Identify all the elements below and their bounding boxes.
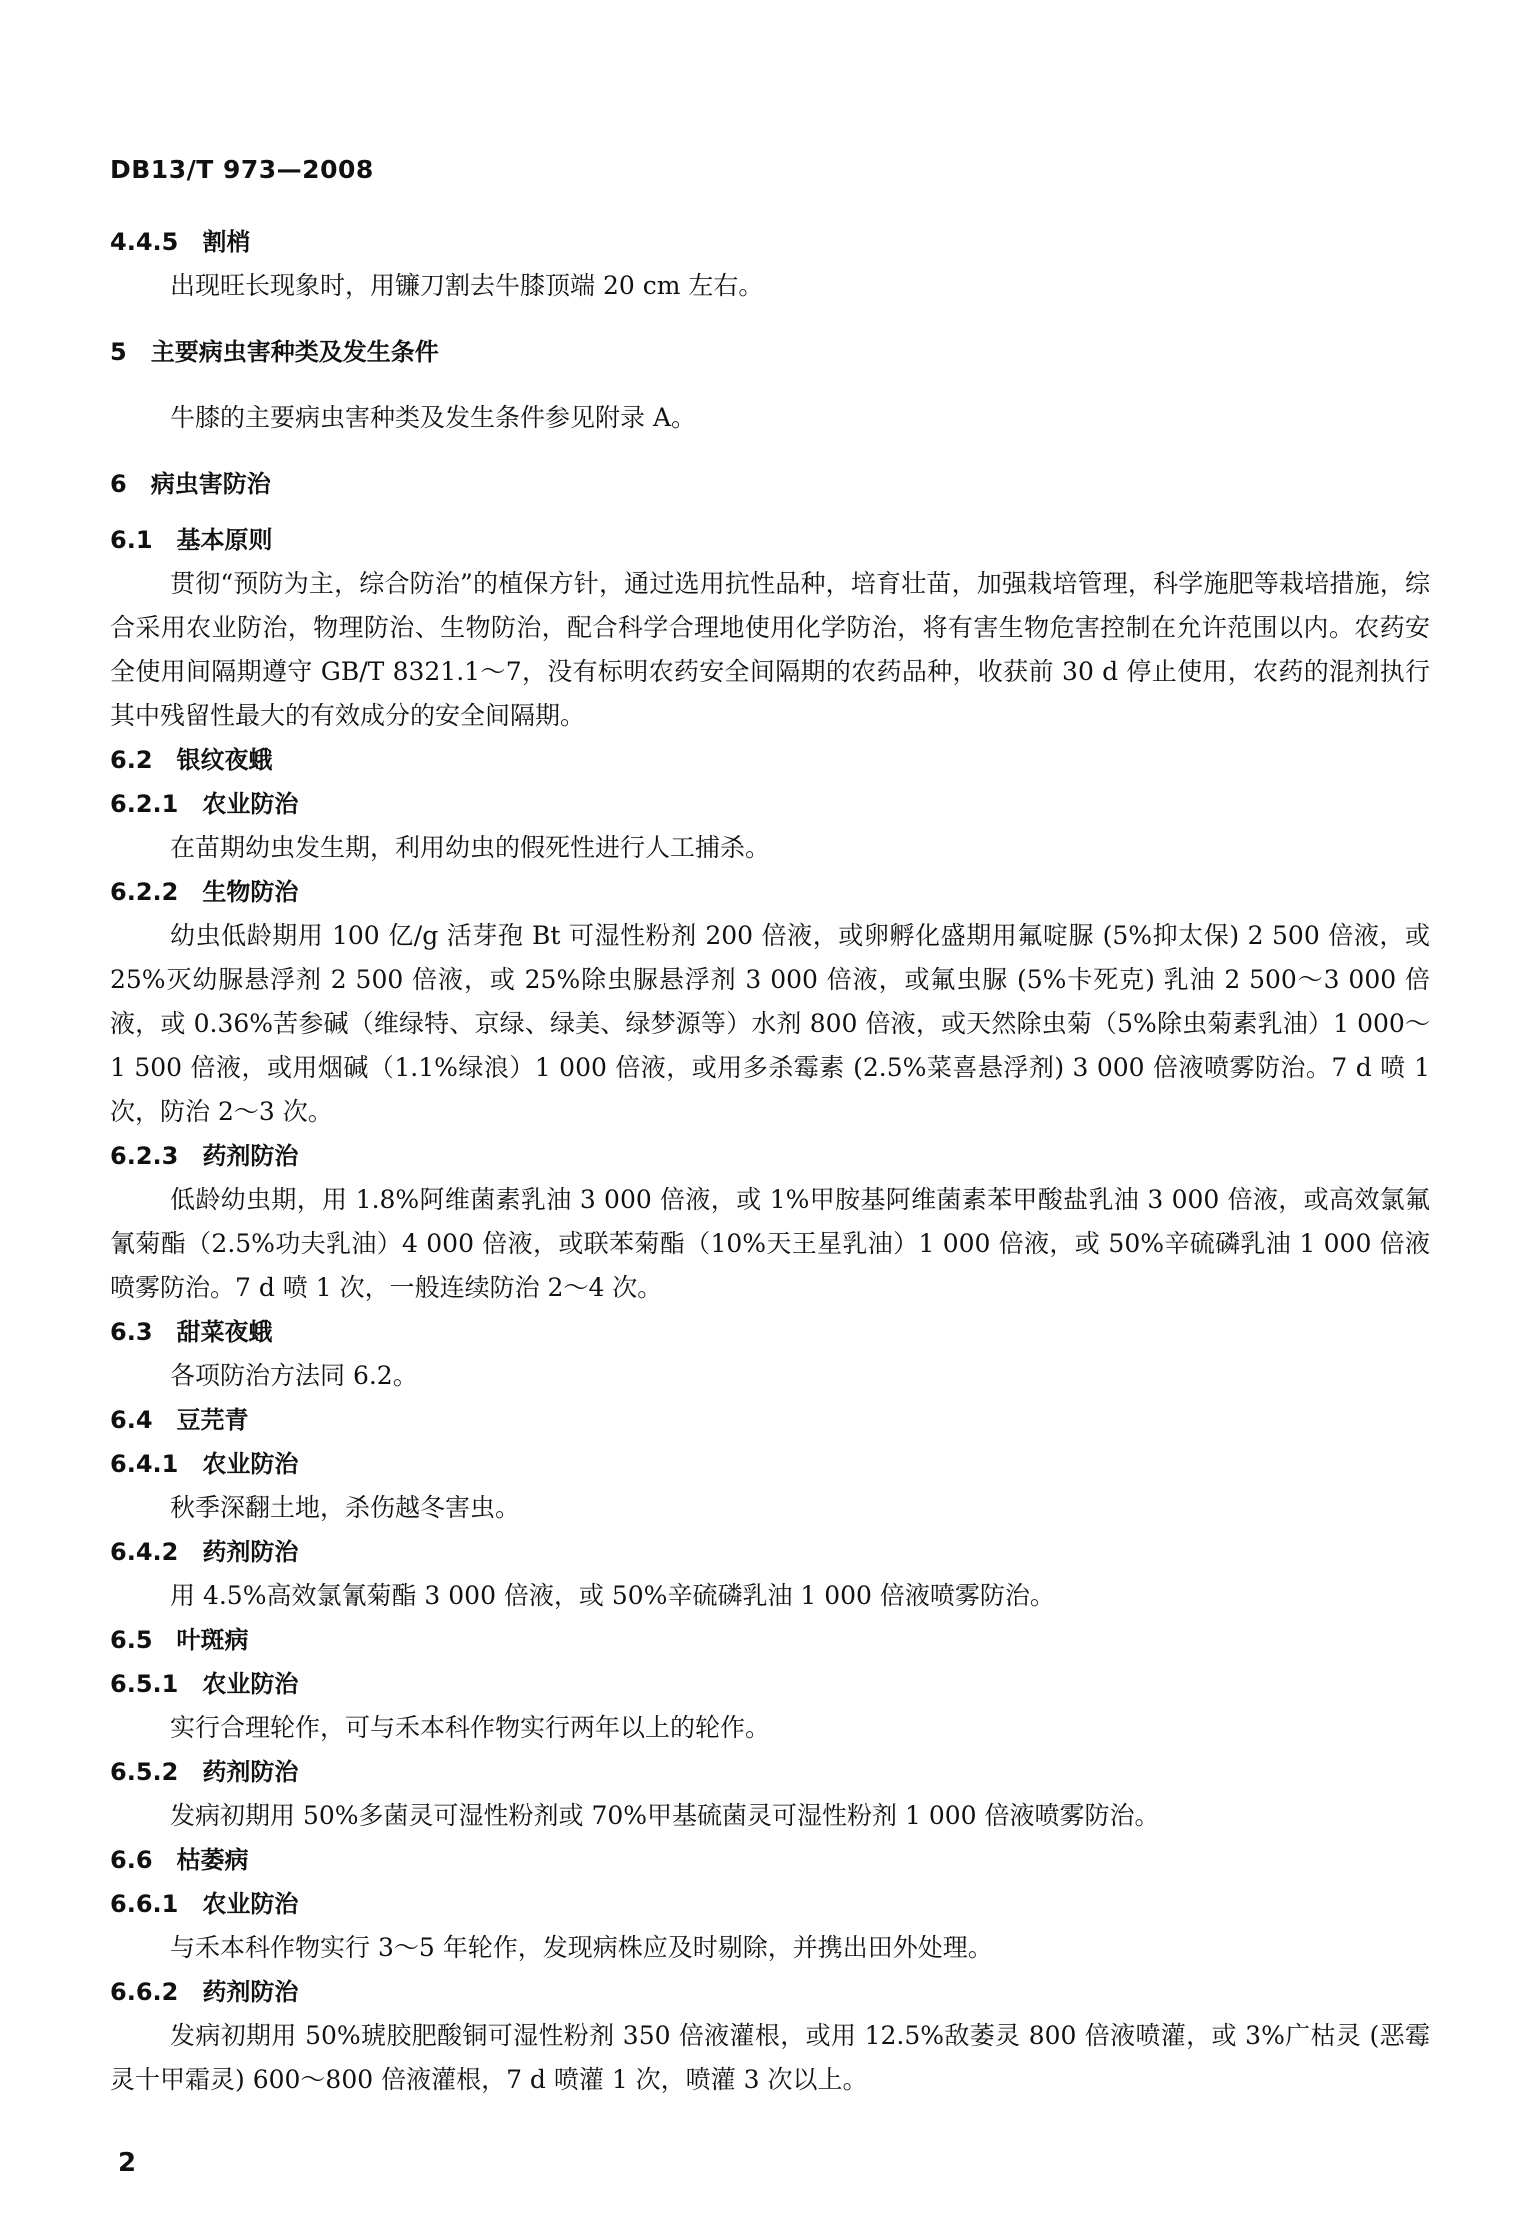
body-paragraph: 秋季深翻土地，杀伤越冬害虫。: [170, 1493, 521, 1522]
body-paragraph: 幼虫低龄期用 100 亿/g 活芽孢 Bt 可湿性粉剂 200 倍液，或卵孵化盛期用氟啶脲 (5%抑太保) 2 500 倍液，或 25%灭幼脲悬浮剂 2 500 倍液，或 25%除虫脲悬浮剂 3 000 倍液，或氟虫脲 (5%卡死克) 乳油 2 500～3 000 倍液，或 0.36%苦参碱（维绿特、京绿、绿美、绿梦源等）水剂 800 倍液，或天然除虫菊（5%除虫菊素乳油）1 000～1 500 倍液，或用烟碱（1.1%绿浪）1 000 倍液，或用多杀霉素 (2.5%菜喜悬浮剂) 3 000 倍液喷雾防治。7 d 喷 1 次，防治 2～3 次。: [110, 921, 1430, 1126]
body-paragraph: 在苗期幼虫发生期，利用幼虫的假死性进行人工捕杀。: [170, 833, 771, 862]
section-title: 药剂防治: [202, 1538, 299, 1566]
section-title: 割梢: [202, 228, 251, 256]
section-title: 农业防治: [202, 790, 299, 818]
section-heading: [110, 738, 1430, 782]
section-heading: [110, 220, 1430, 264]
section-number: 5: [110, 338, 127, 366]
section-heading: [110, 1530, 1430, 1574]
section-number: 6.2: [110, 746, 153, 774]
section-title: 叶斑病: [176, 1626, 249, 1654]
section-number: 6.4.2: [110, 1538, 179, 1566]
body-paragraph: 发病初期用 50%琥胶肥酸铜可湿性粉剂 350 倍液灌根，或用 12.5%敌萎灵 800 倍液喷灌，或 3%广枯灵 (恶霉灵十甲霜灵) 600～800 倍液灌根，7 d 喷灌 1 次，喷灌 3 次以上。: [110, 2021, 1430, 2094]
section-heading: [110, 1398, 1430, 1442]
section-number: 6.4.1: [110, 1450, 179, 1478]
section-number: 6.4: [110, 1406, 153, 1434]
section-title: 基本原则: [176, 526, 273, 554]
section-heading: [110, 462, 1430, 506]
section-title: 药剂防治: [202, 1978, 299, 2006]
section-title: 农业防治: [202, 1450, 299, 1478]
section-title: 农业防治: [202, 1890, 299, 1918]
page-number: 2: [118, 2148, 137, 2178]
body-paragraph: 用 4.5%高效氯氰菊酯 3 000 倍液，或 50%辛硫磷乳油 1 000 倍液喷雾防治。: [170, 1581, 1055, 1610]
section-heading: [110, 330, 1430, 374]
section-number: 6.5.2: [110, 1758, 179, 1786]
section-title: 病虫害防治: [150, 470, 271, 498]
document-body: [110, 220, 1430, 2102]
section-heading: [110, 518, 1430, 562]
body-paragraph: 各项防治方法同 6.2。: [170, 1361, 418, 1390]
section-number: 6.2.2: [110, 878, 179, 906]
section-title: 枯萎病: [176, 1846, 249, 1874]
section-number: 6.2.3: [110, 1142, 179, 1170]
section-title: 生物防治: [202, 878, 299, 906]
section-number: 6.5.1: [110, 1670, 179, 1698]
section-number: 6.1: [110, 526, 153, 554]
section-number: 6.6.2: [110, 1978, 179, 2006]
section-heading: [110, 1882, 1430, 1926]
section-number: 4.4.5: [110, 228, 179, 256]
section-title: 甜菜夜蛾: [176, 1318, 273, 1346]
section-heading: [110, 1442, 1430, 1486]
section-heading: [110, 870, 1430, 914]
section-heading: [110, 1750, 1430, 1794]
section-heading: [110, 1134, 1430, 1178]
section-number: 6.6: [110, 1846, 153, 1874]
section-number: 6: [110, 470, 127, 498]
body-paragraph: 牛膝的主要病虫害种类及发生条件参见附录 A。: [170, 403, 697, 432]
body-paragraph: 与禾本科作物实行 3～5 年轮作，发现病株应及时剔除，并携出田外处理。: [170, 1933, 993, 1962]
section-number: 6.3: [110, 1318, 153, 1346]
section-heading: [110, 1662, 1430, 1706]
section-number: 6.6.1: [110, 1890, 179, 1918]
standard-code: DB13/T 973—2008: [110, 155, 374, 184]
section-heading: [110, 1838, 1430, 1882]
section-title: 豆芫青: [176, 1406, 249, 1434]
section-title: 主要病虫害种类及发生条件: [150, 338, 439, 366]
section-title: 银纹夜蛾: [176, 746, 273, 774]
body-paragraph: 实行合理轮作，可与禾本科作物实行两年以上的轮作。: [170, 1713, 771, 1742]
section-title: 药剂防治: [202, 1142, 299, 1170]
section-title: 药剂防治: [202, 1758, 299, 1786]
section-number: 6.5: [110, 1626, 153, 1654]
section-heading: [110, 1310, 1430, 1354]
body-paragraph: 出现旺长现象时，用镰刀割去牛膝顶端 20 cm 左右。: [170, 271, 764, 300]
section-heading: [110, 1970, 1430, 2014]
body-paragraph: 发病初期用 50%多菌灵可湿性粉剂或 70%甲基硫菌灵可湿性粉剂 1 000 倍液喷雾防治。: [170, 1801, 1160, 1830]
section-heading: [110, 1618, 1430, 1662]
section-heading: [110, 782, 1430, 826]
section-title: 农业防治: [202, 1670, 299, 1698]
body-paragraph: 低龄幼虫期，用 1.8%阿维菌素乳油 3 000 倍液，或 1%甲胺基阿维菌素苯甲酸盐乳油 3 000 倍液，或高效氯氟氰菊酯（2.5%功夫乳油）4 000 倍液，或联苯菊酯（10%天王星乳油）1 000 倍液，或 50%辛硫磷乳油 1 000 倍液喷雾防治。7 d 喷 1 次，一般连续防治 2～4 次。: [110, 1185, 1430, 1302]
section-number: 6.2.1: [110, 790, 179, 818]
body-paragraph: 贯彻“预防为主，综合防治”的植保方针，通过选用抗性品种，培育壮苗，加强栽培管理，科学施肥等栽培措施，综合采用农业防治，物理防治、生物防治，配合科学合理地使用化学防治，将有害生物危害控制在允许范围以内。农药安全使用间隔期遵守 GB/T 8321.1～7，没有标明农药安全间隔期的农药品种，收获前 30 d 停止使用，农药的混剂执行其中残留性最大的有效成分的安全间隔期。: [110, 569, 1430, 730]
